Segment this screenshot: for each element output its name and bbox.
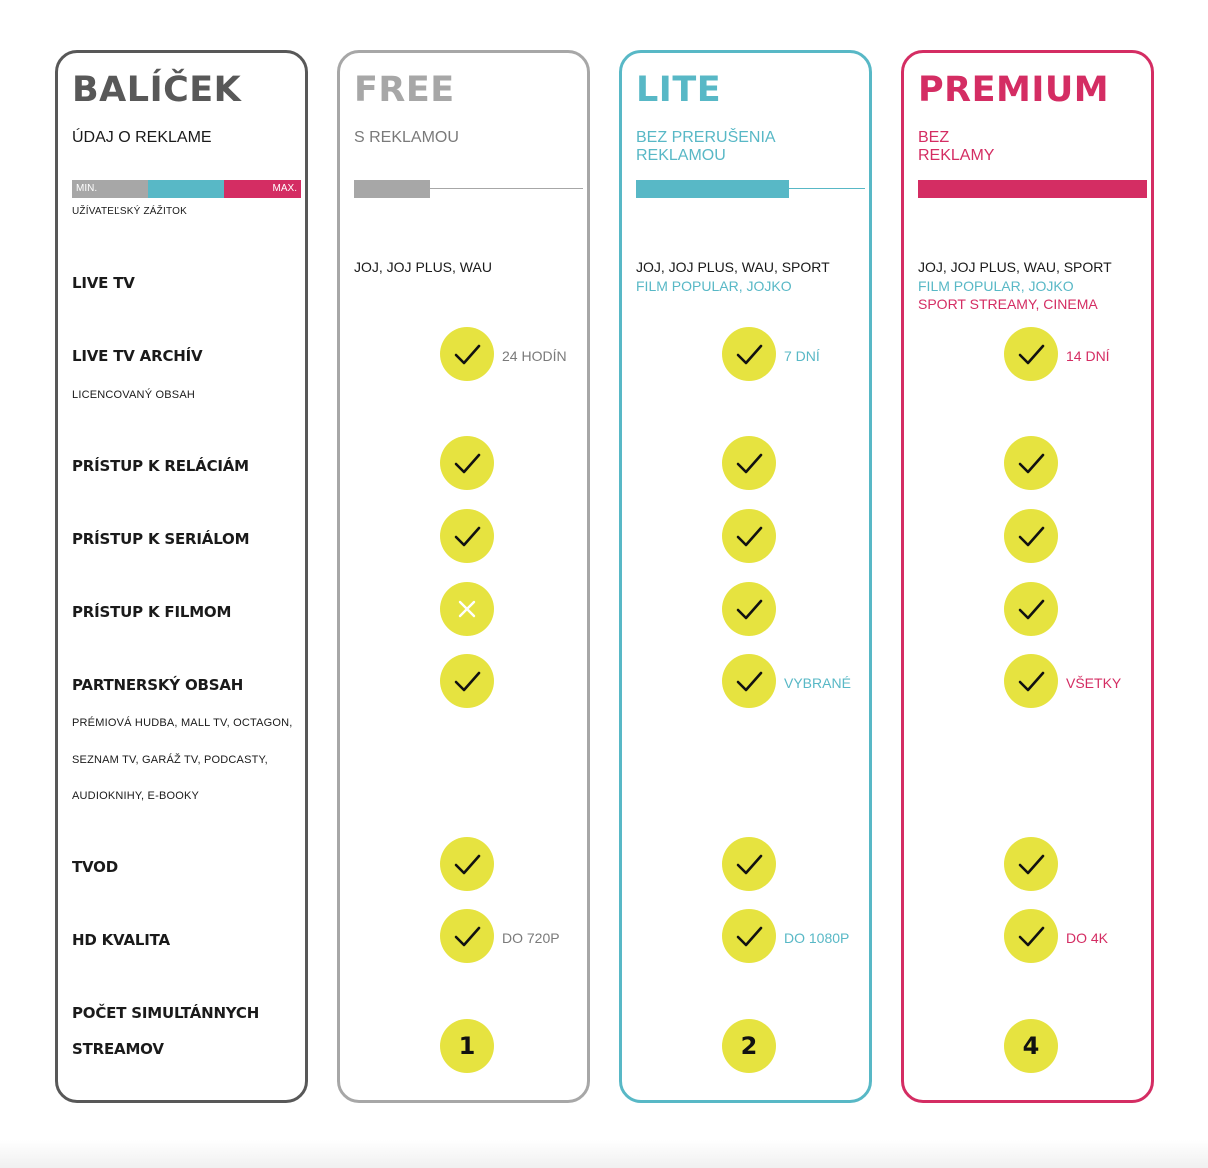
hd-check-free xyxy=(440,909,494,963)
check-icon xyxy=(733,848,765,880)
plan-subtitle-line-1: BEZ xyxy=(918,129,950,146)
experience-bar-free xyxy=(354,180,583,198)
shows-check-lite xyxy=(722,436,776,490)
check-icon xyxy=(1015,338,1047,370)
check-icon xyxy=(451,447,483,479)
check-icon xyxy=(1015,848,1047,880)
row-label-shows: PRÍSTUP K RELÁCIÁM xyxy=(72,457,249,475)
plan-card-lite[interactable] xyxy=(619,50,872,1103)
check-icon xyxy=(451,848,483,880)
plan-subtitle-premium xyxy=(918,129,1128,165)
experience-bar-premium xyxy=(918,180,1147,198)
scale-max-segment xyxy=(224,180,301,198)
row-sub-partner-2: SEZNAM TV, GARÁŽ TV, PODCASTY, xyxy=(72,754,268,766)
check-icon xyxy=(733,593,765,625)
scale-min-label: MIN. xyxy=(76,183,98,194)
streams-count-value: 4 xyxy=(1022,1032,1040,1060)
check-icon xyxy=(733,338,765,370)
experience-bar-fill xyxy=(354,180,430,198)
channels-line-2: FILM POPULAR, JOJKO xyxy=(636,277,792,294)
plan-subtitle-free: S REKLAMOU xyxy=(354,129,459,146)
streams-count-lite xyxy=(722,1019,776,1073)
legend-title: BALÍČEK xyxy=(72,70,242,110)
films-check-lite xyxy=(722,582,776,636)
row-sub-archive: LICENCOVANÝ OBSAH xyxy=(72,389,196,401)
scale-mid-segment xyxy=(148,180,224,198)
channels-lite xyxy=(636,258,830,295)
partner-check-lite xyxy=(722,654,776,708)
row-sub-partner-1: PRÉMIOVÁ HUDBA, MALL TV, OCTAGON, xyxy=(72,717,293,729)
streams-count-free xyxy=(440,1019,494,1073)
plan-subtitle-line-2: REKLAMOU xyxy=(636,147,726,164)
scale-caption: UŽÍVATEĽSKÝ ZÁŽITOK xyxy=(72,206,187,217)
tvod-check-lite xyxy=(722,837,776,891)
experience-bar-fill xyxy=(636,180,789,198)
channels-line-1: JOJ, JOJ PLUS, WAU, SPORT xyxy=(636,259,830,275)
streams-count-premium xyxy=(1004,1019,1058,1073)
channels-free xyxy=(354,258,492,277)
channels-line-3: SPORT STREAMY, CINEMA xyxy=(918,296,1098,312)
check-icon xyxy=(733,665,765,697)
plan-subtitle-line-2: REKLAMY xyxy=(918,147,995,164)
partner-note-premium: VŠETKY xyxy=(1066,675,1122,691)
streams-count-value: 2 xyxy=(740,1032,758,1060)
row-label-partner: PARTNERSKÝ OBSAH xyxy=(72,676,244,694)
partner-note-lite: VYBRANÉ xyxy=(784,675,851,691)
check-icon xyxy=(1015,520,1047,552)
hd-note-free: DO 720P xyxy=(502,930,560,946)
check-icon xyxy=(1015,920,1047,952)
check-icon xyxy=(1015,593,1047,625)
experience-bar-fill xyxy=(918,180,1147,198)
close-icon xyxy=(451,593,483,625)
row-sub-partner-3: AUDIOKNIHY, E-BOOKY xyxy=(72,790,200,802)
archive-note-premium: 14 DNÍ xyxy=(1066,348,1110,364)
plan-title-lite: LITE xyxy=(636,70,722,110)
plan-title-premium: PREMIUM xyxy=(918,70,1110,110)
hd-check-lite xyxy=(722,909,776,963)
check-icon xyxy=(733,920,765,952)
page-bottom-shade xyxy=(0,1140,1208,1168)
check-icon xyxy=(451,920,483,952)
plan-subtitle-line-1: BEZ PRERUŠENIA xyxy=(636,129,776,146)
row-label-tvod: TVOD xyxy=(72,858,118,876)
films-cross-free xyxy=(440,582,494,636)
row-label-streams-2: STREAMOV xyxy=(72,1040,164,1058)
check-icon xyxy=(451,338,483,370)
series-check-premium xyxy=(1004,509,1058,563)
row-label-films: PRÍSTUP K FILMOM xyxy=(72,603,232,621)
films-check-premium xyxy=(1004,582,1058,636)
row-label-streams-1: POČET SIMULTÁNNYCH xyxy=(72,1004,260,1022)
check-icon xyxy=(451,665,483,697)
streams-count-value: 1 xyxy=(458,1032,476,1060)
hd-note-lite: DO 1080P xyxy=(784,930,850,946)
plan-subtitle-lite xyxy=(636,129,846,165)
plan-title-free: FREE xyxy=(354,70,455,110)
partner-check-premium xyxy=(1004,654,1058,708)
series-check-free xyxy=(440,509,494,563)
experience-bar-lite xyxy=(636,180,865,198)
tvod-check-free xyxy=(440,837,494,891)
hd-check-premium xyxy=(1004,909,1058,963)
check-icon xyxy=(733,520,765,552)
package-legend-card xyxy=(55,50,308,1103)
archive-check-lite xyxy=(722,327,776,381)
channels-premium xyxy=(918,258,1112,314)
partner-check-free xyxy=(440,654,494,708)
check-icon xyxy=(451,520,483,552)
channels-line-1: JOJ, JOJ PLUS, WAU, SPORT xyxy=(918,259,1112,275)
tvod-check-premium xyxy=(1004,837,1058,891)
row-label-hd: HD KVALITA xyxy=(72,931,170,949)
series-check-lite xyxy=(722,509,776,563)
shows-check-free xyxy=(440,436,494,490)
plan-card-free[interactable] xyxy=(337,50,590,1103)
legend-subtitle: ÚDAJ O REKLAME xyxy=(72,129,212,146)
channels-line-1: JOJ, JOJ PLUS, WAU xyxy=(354,259,492,275)
archive-note-lite: 7 DNÍ xyxy=(784,348,820,364)
plan-card-premium[interactable] xyxy=(901,50,1154,1103)
hd-note-premium: DO 4K xyxy=(1066,930,1109,946)
scale-max-label: MAX. xyxy=(272,183,297,194)
row-label-series: PRÍSTUP K SERIÁLOM xyxy=(72,530,250,548)
row-label-archive: LIVE TV ARCHÍV xyxy=(72,347,203,365)
check-icon xyxy=(733,447,765,479)
archive-check-free xyxy=(440,327,494,381)
archive-check-premium xyxy=(1004,327,1058,381)
channels-line-2: FILM POPULAR, JOJKO xyxy=(918,277,1074,294)
shows-check-premium xyxy=(1004,436,1058,490)
check-icon xyxy=(1015,447,1047,479)
check-icon xyxy=(1015,665,1047,697)
row-label-live-tv: LIVE TV xyxy=(72,274,135,292)
archive-note-free: 24 HODÍN xyxy=(502,348,567,364)
scale-min-segment xyxy=(72,180,148,198)
